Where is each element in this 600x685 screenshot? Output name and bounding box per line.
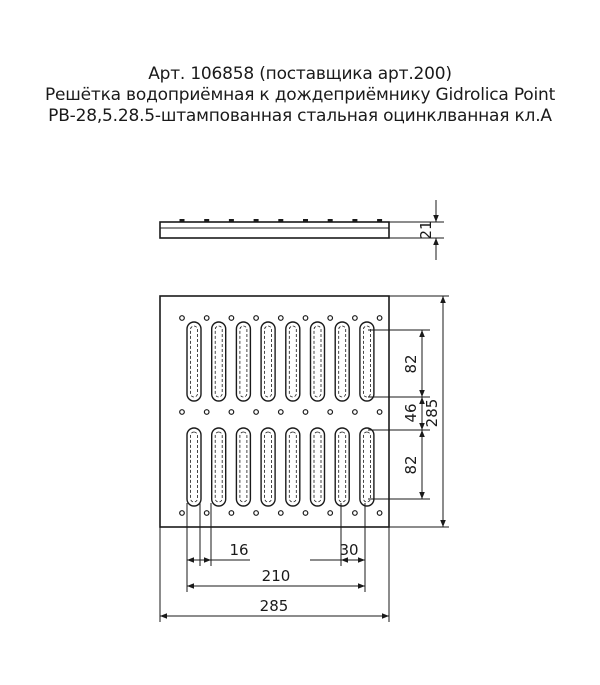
mounting-hole [229,316,234,321]
slot-length-top-label: 82 [402,354,420,374]
mounting-hole [254,511,259,516]
drainage-slot [212,428,226,506]
mounting-hole [204,316,209,321]
mounting-hole [180,316,185,321]
drainage-slot [311,428,325,506]
mounting-hole [303,511,308,516]
mounting-hole [180,410,185,415]
mounting-hole [377,316,382,321]
mounting-hole [328,410,333,415]
mounting-hole [353,316,358,321]
drawing-title-line-2: Решётка водоприёмная к дождеприёмнику Gidrolica Point [44,85,556,105]
mounting-hole [377,410,382,415]
side-bump [229,219,234,222]
mounting-hole [180,511,185,516]
drainage-slot [261,428,275,506]
slot-length-bottom-label: 82 [402,455,420,475]
overall-width-label: 285 [259,597,289,615]
side-bump [180,219,185,222]
drainage-slot [311,322,325,401]
mounting-hole [204,410,209,415]
side-bump [328,219,333,222]
slot-width-label: 16 [229,541,249,559]
drainage-slot [261,322,275,401]
side-bump [303,219,308,222]
mounting-hole [353,410,358,415]
side-bump [204,219,209,222]
mounting-hole [353,511,358,516]
drainage-slot [212,322,226,401]
mounting-hole [279,511,284,516]
side-bump [377,219,382,222]
drainage-slot [236,322,250,401]
mounting-hole [303,316,308,321]
drainage-slot [286,322,300,401]
mounting-hole [328,316,333,321]
drainage-slot [187,428,201,506]
thickness-label: 21 [417,220,435,240]
side-bump [278,219,283,222]
overall-height-label: 285 [423,398,441,428]
mounting-hole [254,410,259,415]
top-view [160,296,389,527]
drainage-slot [187,322,201,401]
drawing-title-line-1: Арт. 106858 (поставщика арт.200) [148,64,452,84]
side-view [160,219,389,238]
drawing-title-line-3: РВ-28,5.28.5-штампованная стальная оцинклванная кл.А [48,106,552,126]
drainage-slot [360,322,374,401]
drainage-slot [360,428,374,506]
side-bump [254,219,259,222]
drainage-slot [335,428,349,506]
slots-span-label: 210 [261,567,291,585]
gap-label: 46 [402,403,420,423]
mounting-hole [303,410,308,415]
drainage-slot [236,428,250,506]
mounting-hole [328,511,333,516]
mounting-hole [254,316,259,321]
slot-pitch-label: 30 [339,541,359,559]
mounting-hole [279,410,284,415]
mounting-hole [204,511,209,516]
thickness-dimension [389,200,444,260]
mounting-hole [229,410,234,415]
mounting-hole [377,511,382,516]
side-bump [352,219,357,222]
drainage-slot [335,322,349,401]
mounting-hole [279,316,284,321]
drainage-slot [286,428,300,506]
mounting-hole [229,511,234,516]
